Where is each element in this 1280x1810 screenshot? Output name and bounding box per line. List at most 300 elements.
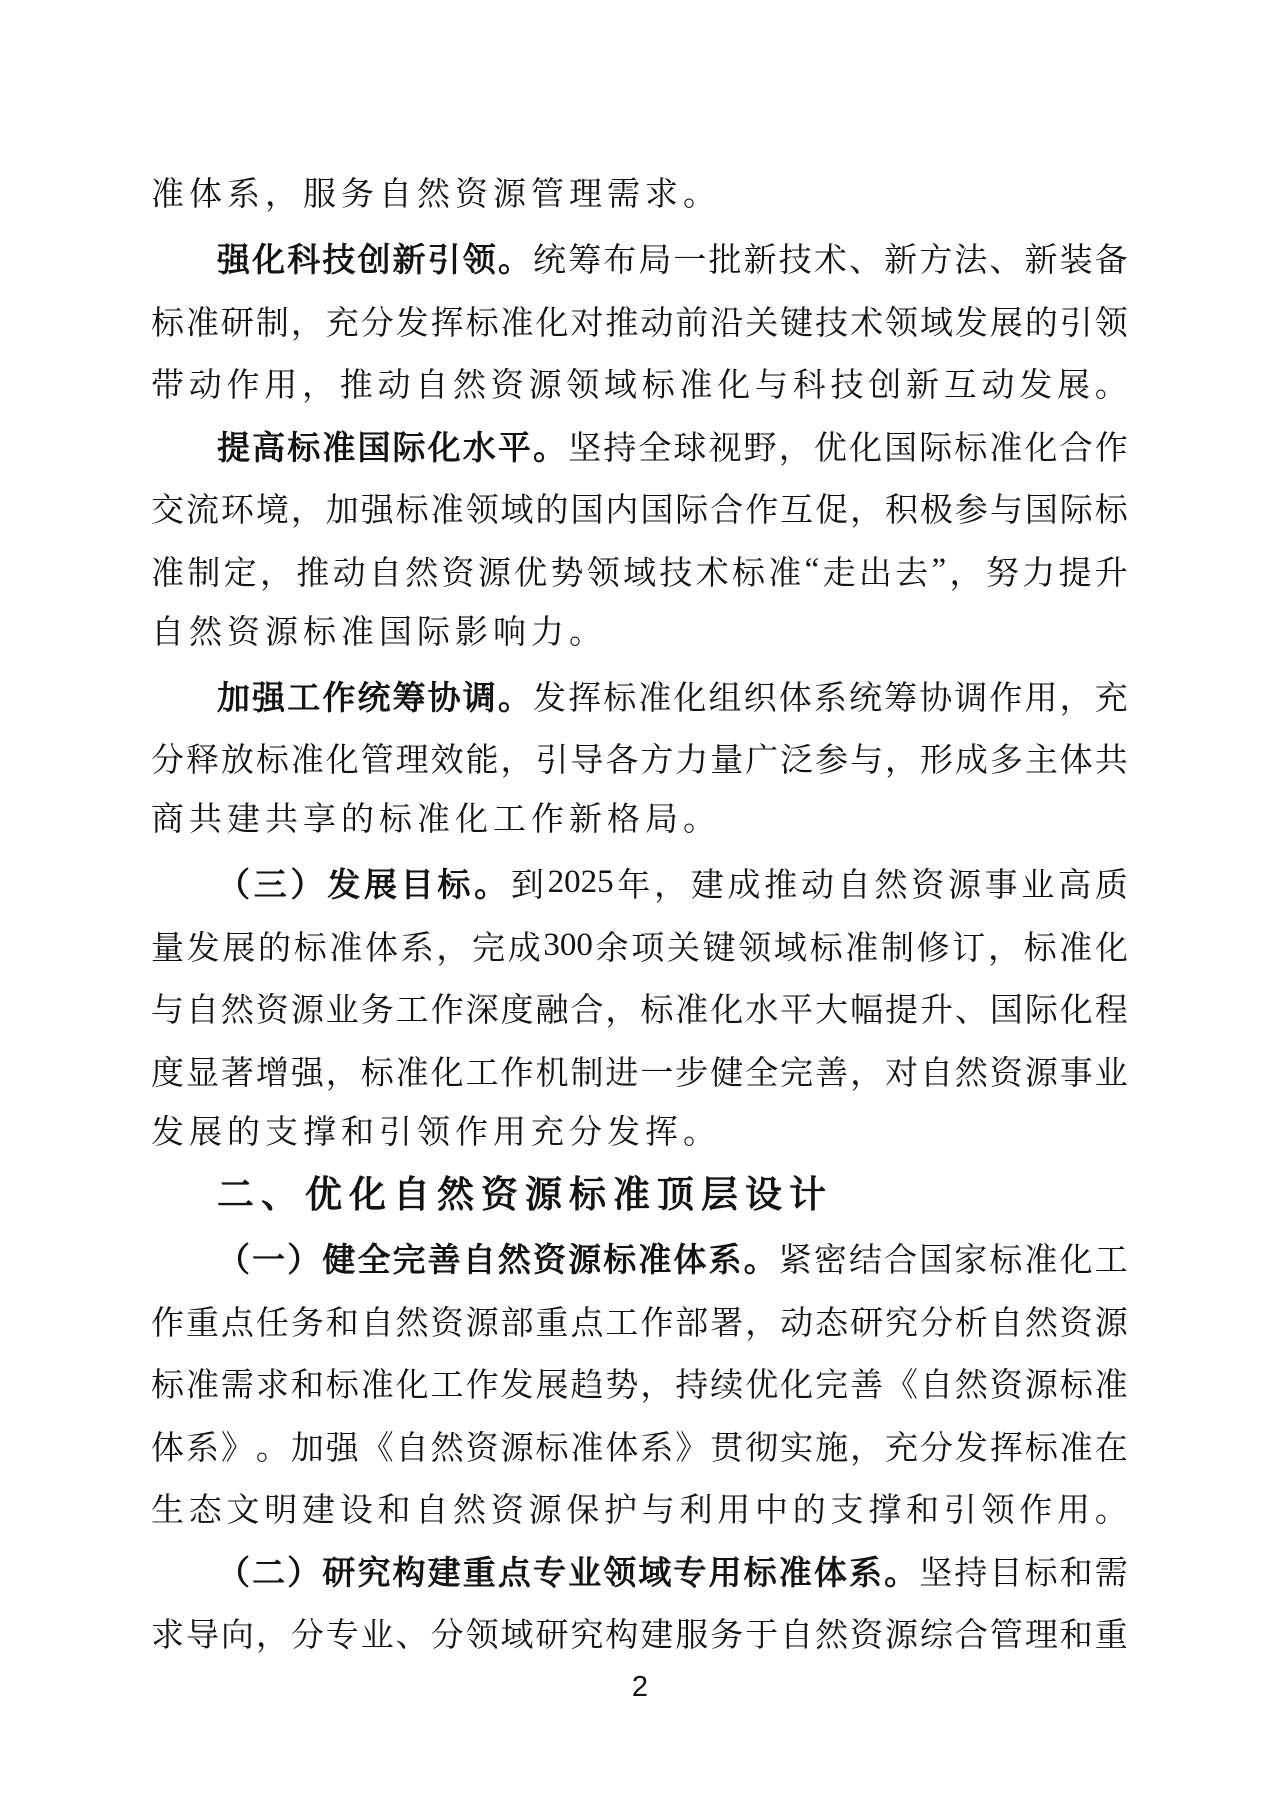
glyph: 挥 (989, 1430, 1023, 1467)
glyph: 际 (1024, 993, 1058, 1030)
glyph: 领 (465, 493, 499, 530)
glyph: 成 (507, 930, 541, 967)
glyph: 的 (535, 493, 569, 530)
glyph: 全 (357, 1243, 391, 1280)
glyph: 然 (395, 1305, 429, 1342)
glyph: 构 (605, 1618, 639, 1655)
glyph: 资 (465, 1430, 499, 1467)
glyph: 化 (1059, 1243, 1093, 1280)
glyph: 挥 (568, 680, 602, 717)
glyph: 对 (885, 1055, 919, 1092)
glyph: 标 (287, 430, 321, 467)
glyph: 充 (325, 305, 359, 342)
glyph: 标 (603, 1243, 637, 1280)
glyph: 技 (830, 368, 864, 405)
glyph: 用 (1057, 1493, 1090, 1530)
glyph: 》 (220, 1430, 254, 1467)
glyph: 然 (1024, 1305, 1058, 1342)
glyph: 专 (673, 1555, 707, 1592)
glyph: 合 (884, 1243, 918, 1280)
text-line (151, 852, 1128, 915)
glyph: 准 (675, 993, 709, 1030)
glyph: 调 (462, 680, 496, 717)
glyph: 准 (1059, 1430, 1093, 1467)
text-segment: 发展的支撑和引领作用充分发挥。 (151, 1114, 721, 1151)
glyph: 。 (255, 1430, 289, 1467)
glyph: 然 (497, 1243, 531, 1280)
glyph: 工 (430, 1368, 464, 1405)
text-line (151, 1414, 1128, 1477)
glyph: 专 (325, 1618, 359, 1655)
glyph: 健 (710, 1055, 744, 1092)
glyph: 广 (745, 743, 779, 780)
glyph: 推 (296, 555, 330, 592)
text-line (151, 477, 1128, 540)
glyph: 域 (623, 555, 657, 592)
glyph: 对 (570, 305, 604, 342)
glyph: 准 (638, 680, 672, 717)
glyph: 度 (151, 1055, 184, 1092)
glyph: 标 (954, 430, 988, 467)
glyph: 幅 (850, 993, 884, 1030)
glyph: 度 (500, 993, 534, 1030)
glyph: 展 (222, 930, 256, 967)
glyph: 力 (675, 743, 709, 780)
glyph: 加 (290, 1430, 324, 1467)
glyph: 重 (185, 1305, 219, 1342)
text-line (151, 977, 1128, 1040)
glyph: 装 (1059, 243, 1093, 280)
text-segment: 二、优化自然资源标准顶层设计 (217, 1174, 833, 1215)
glyph: 订 (952, 930, 986, 967)
glyph: 体 (1059, 743, 1093, 780)
glyph: 展 (989, 305, 1023, 342)
glyph: 坚 (919, 1555, 953, 1592)
glyph: 标 (151, 1368, 184, 1405)
glyph: 作 (322, 680, 356, 717)
glyph: 发 (954, 305, 988, 342)
glyph: 国 (357, 430, 391, 467)
glyph: 新 (884, 243, 918, 280)
glyph: 发 (1019, 368, 1053, 405)
glyph: 趋 (570, 1368, 604, 1405)
glyph: 标 (743, 1555, 777, 1592)
glyph: 布 (603, 243, 637, 280)
glyph: 标 (732, 555, 765, 592)
glyph: 作 (745, 493, 779, 530)
glyph: 用 (717, 1493, 751, 1530)
glyph: ， (850, 493, 884, 530)
glyph: 。 (884, 1555, 918, 1592)
glyph: 与 (151, 993, 184, 1030)
glyph: 准 (500, 305, 534, 342)
glyph: 分 (360, 305, 394, 342)
glyph: 化 (710, 993, 744, 1030)
glyph: 发 (532, 680, 566, 717)
glyph: 。 (497, 243, 531, 280)
glyph: 水 (462, 430, 496, 467)
glyph: 。 (1094, 368, 1128, 405)
glyph: 完 (472, 930, 506, 967)
glyph: 态 (188, 1493, 222, 1530)
glyph: 业 (568, 1555, 602, 1592)
glyph: 作 (1019, 1493, 1053, 1530)
glyph: 点 (570, 1305, 604, 1342)
glyph: 支 (830, 1493, 864, 1530)
glyph: 势 (550, 555, 584, 592)
glyph: 挥 (430, 305, 464, 342)
glyph: 工 (395, 993, 429, 1030)
glyph: 二 (252, 1555, 286, 1592)
glyph: 流 (185, 493, 219, 530)
glyph: 领 (465, 1618, 499, 1655)
glyph: 键 (702, 930, 736, 967)
glyph: 三 (253, 868, 287, 905)
glyph: 球 (673, 430, 707, 467)
glyph: 然 (874, 868, 908, 905)
glyph: 动 (377, 368, 411, 405)
glyph: 建 (302, 1493, 335, 1530)
glyph: 究 (357, 1555, 391, 1592)
glyph: 准 (322, 430, 356, 467)
glyph: 然 (954, 1368, 988, 1405)
glyph: 准 (360, 1368, 394, 1405)
glyph: 方 (640, 743, 674, 780)
glyph: 源 (477, 555, 511, 592)
glyph: 制 (255, 305, 289, 342)
glyph: 升 (1094, 555, 1128, 592)
glyph: 完 (815, 1368, 849, 1405)
glyph: 体 (673, 1243, 707, 1280)
glyph: 科 (792, 368, 826, 405)
glyph: ， (290, 493, 324, 530)
glyph: 推 (339, 368, 373, 405)
glyph: 自 (462, 1243, 496, 1280)
glyph: 体 (813, 1555, 847, 1592)
glyph: 自 (989, 1305, 1023, 1342)
glyph: 自 (837, 868, 871, 905)
glyph: 事 (1059, 1055, 1093, 1092)
glyph: 然 (453, 368, 486, 405)
text-line (151, 164, 1128, 227)
glyph: 务 (290, 1305, 324, 1342)
glyph: 贯 (710, 1430, 744, 1467)
glyph: 求 (255, 1368, 289, 1405)
glyph: 修 (916, 930, 950, 967)
glyph: 建 (690, 868, 724, 905)
glyph: 构 (392, 1555, 426, 1592)
glyph: 带 (151, 368, 184, 405)
glyph: 家 (954, 1243, 988, 1280)
glyph: （ (217, 868, 250, 905)
glyph: 生 (151, 1493, 184, 1530)
glyph: 完 (392, 1243, 426, 1280)
glyph: 自 (919, 1055, 953, 1092)
glyph: 术 (695, 555, 729, 592)
glyph: 释 (185, 743, 219, 780)
text-line (151, 914, 1128, 977)
glyph: 国 (989, 993, 1023, 1030)
glyph: 放 (220, 743, 254, 780)
glyph: 护 (604, 1493, 637, 1530)
glyph: 300 (543, 926, 593, 963)
glyph: 标 (151, 305, 184, 342)
glyph: 资 (532, 1243, 566, 1280)
glyph: 资 (1059, 1305, 1093, 1342)
glyph: 领 (738, 930, 772, 967)
glyph: ， (885, 743, 919, 780)
glyph: 主 (1024, 743, 1058, 780)
glyph: 强 (360, 493, 394, 530)
glyph: 动 (640, 305, 674, 342)
glyph: ， (850, 1430, 884, 1467)
glyph: 标 (465, 305, 499, 342)
glyph: 强 (290, 1055, 324, 1092)
glyph: 体 (605, 1430, 639, 1467)
glyph: 动 (332, 555, 366, 592)
glyph: 化 (1059, 993, 1093, 1030)
glyph: 源 (528, 368, 562, 405)
glyph: 方 (919, 243, 953, 280)
glyph: 项 (631, 930, 665, 967)
glyph: 关 (666, 930, 700, 967)
glyph: 作 (151, 1305, 184, 1342)
glyph: 工 (287, 680, 321, 717)
glyph: 发 (500, 1368, 534, 1405)
text-line (151, 1039, 1128, 1102)
glyph: 业 (1094, 1055, 1128, 1092)
glyph: 系 (185, 1430, 219, 1467)
glyph: 标 (437, 868, 471, 905)
glyph: 健 (322, 1243, 356, 1280)
glyph: 究 (570, 1618, 604, 1655)
glyph: 业 (1021, 868, 1055, 905)
glyph: 然 (453, 1493, 486, 1530)
text-block (151, 164, 1128, 1664)
glyph: 年 (617, 868, 651, 905)
glyph: 化 (848, 430, 882, 467)
glyph: 优 (813, 430, 847, 467)
glyph: 作 (465, 1368, 499, 1405)
glyph: 参 (815, 743, 849, 780)
glyph: 。 (474, 868, 508, 905)
glyph: 作 (989, 680, 1023, 717)
glyph: 资 (989, 1055, 1023, 1092)
glyph: 资 (911, 868, 945, 905)
glyph: 成 (954, 743, 988, 780)
glyph: 《 (360, 1430, 394, 1467)
glyph: 与 (989, 493, 1023, 530)
glyph: 定 (223, 555, 257, 592)
glyph: 持 (603, 430, 637, 467)
glyph: 研 (220, 305, 254, 342)
text-line (151, 539, 1128, 602)
glyph: 积 (885, 493, 919, 530)
glyph: 准 (430, 493, 464, 530)
glyph: 标 (641, 368, 675, 405)
glyph: 然 (430, 1430, 464, 1467)
glyph: 目 (400, 868, 434, 905)
glyph: 完 (780, 1055, 814, 1092)
glyph: 体 (778, 680, 812, 717)
glyph: 际 (392, 430, 426, 467)
glyph: 域 (500, 1618, 534, 1655)
glyph: 增 (255, 1055, 289, 1092)
glyph: 准 (395, 1055, 429, 1092)
glyph: 组 (708, 680, 742, 717)
glyph: 协 (427, 680, 461, 717)
glyph: 保 (566, 1493, 600, 1530)
glyph: 领 (1094, 305, 1128, 342)
glyph: 技 (778, 243, 812, 280)
glyph: 合 (1059, 430, 1093, 467)
glyph: 领 (603, 1555, 637, 1592)
glyph: 准 (989, 430, 1023, 467)
glyph: 源 (947, 868, 981, 905)
glyph: 准 (1059, 930, 1093, 967)
glyph: 善 (850, 1368, 884, 1405)
glyph: 用 (264, 368, 298, 405)
glyph: 向 (220, 1618, 254, 1655)
glyph: 环 (220, 493, 254, 530)
glyph: ， (745, 1305, 779, 1342)
glyph: 统 (357, 680, 391, 717)
glyph: 标 (1024, 1555, 1058, 1592)
glyph: 研 (535, 1618, 569, 1655)
glyph: 水 (745, 993, 779, 1030)
glyph: 势 (605, 1368, 639, 1405)
glyph: 强 (325, 1430, 359, 1467)
glyph: ） (290, 868, 324, 905)
glyph: 各 (605, 743, 639, 780)
glyph: 资 (490, 1493, 524, 1530)
glyph: 然 (405, 555, 439, 592)
glyph: 自 (415, 368, 449, 405)
glyph: 和 (290, 1368, 324, 1405)
glyph: 新 (743, 243, 777, 280)
glyph: 局 (638, 243, 672, 280)
glyph: 和 (1059, 1618, 1093, 1655)
glyph: 提 (1058, 555, 1092, 592)
glyph: 标 (640, 993, 674, 1030)
glyph: ， (987, 930, 1021, 967)
glyph: 制 (187, 555, 221, 592)
glyph: 持 (675, 1368, 709, 1405)
glyph: 标 (255, 743, 289, 780)
glyph: ， (255, 1618, 289, 1655)
glyph: 的 (1024, 305, 1058, 342)
glyph: 技 (322, 243, 356, 280)
glyph: 。 (497, 680, 531, 717)
glyph: ， (654, 868, 688, 905)
glyph: 作 (430, 993, 464, 1030)
glyph: 化 (673, 680, 707, 717)
glyph: 标 (603, 680, 637, 717)
glyph: 分 (151, 743, 184, 780)
glyph: 善 (427, 1243, 461, 1280)
text-line (151, 1352, 1128, 1415)
glyph: 资 (255, 993, 289, 1030)
glyph: 化 (395, 1368, 429, 1405)
glyph: 准 (570, 1430, 604, 1467)
glyph: 标 (1023, 930, 1057, 967)
glyph: 然 (220, 993, 254, 1030)
glyph: 资 (989, 1368, 1023, 1405)
glyph: 术 (850, 305, 884, 342)
glyph: 署 (710, 1305, 744, 1342)
text-line (151, 1539, 1128, 1602)
glyph: 。 (532, 430, 566, 467)
glyph: 准 (1094, 1368, 1128, 1405)
glyph: 技 (815, 305, 849, 342)
glyph: 准 (185, 1368, 219, 1405)
glyph: 目 (989, 1555, 1023, 1592)
glyph: 坚 (568, 430, 602, 467)
glyph: 资 (430, 1305, 464, 1342)
glyph: ） (287, 1555, 321, 1592)
glyph: 科 (287, 243, 321, 280)
glyph: 展 (363, 868, 397, 905)
glyph: 际 (1059, 493, 1093, 530)
glyph: 化 (252, 243, 286, 280)
glyph: 重 (1094, 1618, 1128, 1655)
glyph: 与 (755, 368, 788, 405)
glyph: 和 (1059, 1555, 1093, 1592)
text-line (151, 1289, 1128, 1352)
glyph: 和 (377, 1493, 411, 1530)
glyph: 工 (1094, 1243, 1128, 1280)
glyph: 极 (919, 493, 953, 530)
glyph: 研 (850, 1305, 884, 1342)
text-line (151, 602, 1128, 665)
glyph: 合 (710, 493, 744, 530)
glyph: 引 (427, 243, 461, 280)
glyph: 充 (885, 1430, 919, 1467)
glyph: 优 (745, 1368, 779, 1405)
glyph: 自 (919, 1368, 953, 1405)
glyph: 系 (400, 930, 434, 967)
glyph: 促 (815, 493, 849, 530)
text-segment: 准体系，服务自然资源管理需求。 (151, 177, 721, 213)
glyph: 综 (919, 1618, 953, 1655)
glyph: 撑 (868, 1493, 902, 1530)
glyph: 标 (1094, 493, 1128, 530)
glyph: 和 (906, 1493, 939, 1530)
glyph: 服 (675, 1618, 709, 1655)
glyph: 成 (727, 868, 761, 905)
glyph: 新 (392, 243, 426, 280)
glyph: 标 (1059, 1368, 1093, 1405)
glyph: 作 (1094, 430, 1128, 467)
glyph: 和 (325, 1305, 359, 1342)
glyph: 平 (497, 430, 531, 467)
glyph: 加 (217, 680, 250, 717)
glyph: 互 (943, 368, 977, 405)
glyph: ， (325, 1055, 359, 1092)
glyph: 域 (500, 493, 534, 530)
glyph: 自 (360, 1305, 394, 1342)
glyph: 出 (858, 555, 892, 592)
glyph: 提 (217, 430, 250, 467)
glyph: 与 (850, 743, 884, 780)
text-line (151, 1602, 1128, 1665)
glyph: ， (500, 743, 534, 780)
glyph: 建 (640, 1618, 674, 1655)
glyph: 合 (954, 1618, 988, 1655)
glyph: 交 (151, 493, 184, 530)
glyph: 工 (605, 1305, 639, 1342)
glyph: ， (605, 993, 639, 1030)
